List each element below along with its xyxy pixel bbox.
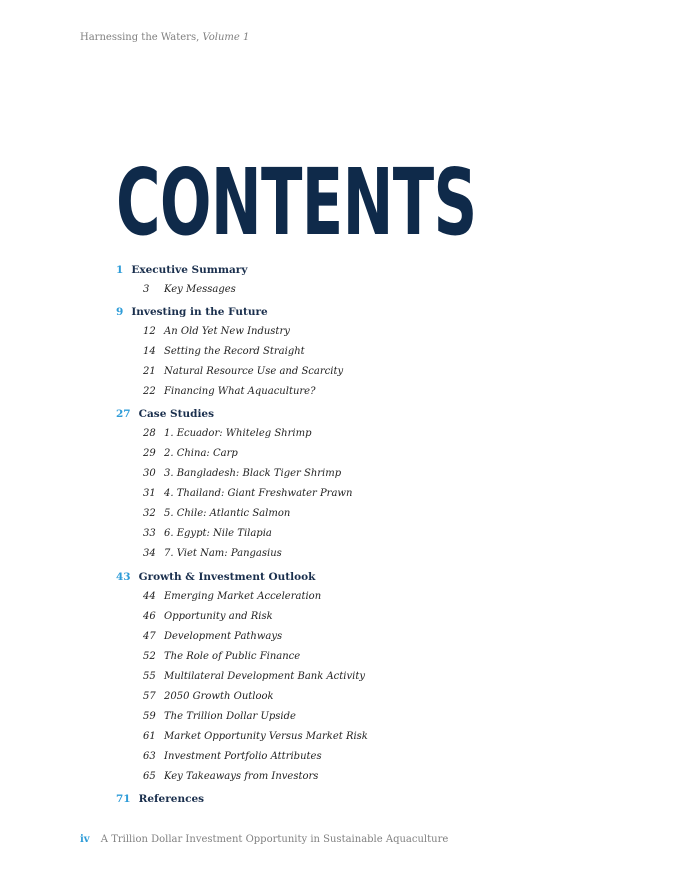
toc-entry[interactable] [143,751,322,762]
toc-section[interactable] [116,793,204,805]
toc-page-number: 1 [116,264,124,276]
toc-page-number: 14 [143,346,156,357]
toc-title: Growth & Investment Outlook [138,571,316,583]
toc-entry[interactable] [143,366,343,377]
toc-title: Case Studies [138,408,215,420]
toc-title: Market Opportunity Versus Market Risk [164,731,368,742]
toc-page-number: 31 [143,488,156,499]
toc-page-number: 46 [143,611,156,622]
toc-section[interactable] [116,571,315,583]
toc-entry[interactable] [143,326,290,337]
toc-page-number: 28 [143,428,156,439]
toc-entry[interactable] [143,711,296,722]
toc-page-number: 34 [143,548,156,559]
toc-title: Key Messages [164,284,236,295]
toc-page-number: 57 [143,691,156,702]
toc-title: References [138,793,205,805]
toc-title: 5. Chile: Atlantic Salmon [164,508,291,519]
toc-title: Executive Summary [131,264,248,276]
toc-section[interactable] [116,264,247,276]
running-head-title: Harnessing the Waters, [80,32,200,43]
toc-entry[interactable] [143,671,365,682]
toc-title: Setting the Record Straight [164,346,305,357]
toc-title: 2. China: Carp [164,448,238,459]
toc-title: Multilateral Development Bank Activity [164,671,366,682]
toc-entry[interactable] [143,448,238,459]
toc-entry[interactable] [143,284,236,295]
footer-page-number: iv [80,834,90,845]
toc-entry[interactable] [143,468,341,479]
toc-title: Key Takeaways from Investors [164,771,319,782]
toc-page-number: 65 [143,771,156,782]
running-head-volume: Volume 1 [202,32,250,43]
toc-page-number: 52 [143,651,156,662]
toc-entry[interactable] [143,428,311,439]
page-footer [80,834,448,845]
toc-page-number: 21 [143,366,156,377]
toc-title: Investing in the Future [131,306,268,318]
toc-section[interactable] [116,306,268,318]
toc-page-number: 27 [116,408,131,420]
toc-page-number: 12 [143,326,156,337]
toc-title: 6. Egypt: Nile Tilapia [164,528,272,539]
toc-page-number: 3 [143,284,150,295]
toc-title: 3. Bangladesh: Black Tiger Shrimp [164,468,342,479]
toc-entry[interactable] [143,488,352,499]
toc-entry[interactable] [143,528,272,539]
toc-page-number: 43 [116,571,131,583]
toc-title: Development Pathways [164,631,283,642]
toc-title: Opportunity and Risk [164,611,273,622]
toc-title: The Role of Public Finance [164,651,301,662]
toc-title: Natural Resource Use and Scarcity [164,366,344,377]
toc-title: 2050 Growth Outlook [164,691,274,702]
toc-title: Financing What Aquaculture? [164,386,316,397]
toc-page-number: 33 [143,528,156,539]
toc-page-number: 9 [116,306,124,318]
toc-entry[interactable] [143,548,282,559]
toc-title: Emerging Market Acceleration [164,591,322,602]
toc-entry[interactable] [143,731,368,742]
toc-page-number: 30 [143,468,156,479]
toc-title: An Old Yet New Industry [164,326,290,337]
toc-entry[interactable] [143,346,305,357]
toc-title: 4. Thailand: Giant Freshwater Prawn [164,488,353,499]
toc-entry[interactable] [143,771,318,782]
toc-title: The Trillion Dollar Upside [164,711,296,722]
toc-page-number: 47 [143,631,156,642]
toc-entry[interactable] [143,611,273,622]
toc-entry[interactable] [143,386,315,397]
toc-section[interactable] [116,408,214,420]
toc-page-number: 61 [143,731,156,742]
toc-page-number: 44 [143,591,156,602]
toc-page-number: 63 [143,751,156,762]
toc-entry[interactable] [143,691,274,702]
toc-page-number: 59 [143,711,156,722]
toc-entry[interactable] [143,591,321,602]
toc-entry[interactable] [143,651,300,662]
toc-title: 1. Ecuador: Whiteleg Shrimp [164,428,312,439]
toc-title: 7. Viet Nam: Pangasius [164,548,282,559]
toc-page-number: 55 [143,671,156,682]
toc-page-number: 32 [143,508,156,519]
contents-heading: CONTENTS [116,149,477,256]
footer-title: A Trillion Dollar Investment Opportunity in Sustainable Aquaculture [100,834,449,845]
toc-page-number: 71 [116,793,131,805]
toc-entry[interactable] [143,631,282,642]
toc-entry[interactable] [143,508,290,519]
toc-page-number: 22 [143,386,156,397]
toc-title: Investment Portfolio Attributes [164,751,322,762]
toc-page-number: 29 [143,448,156,459]
